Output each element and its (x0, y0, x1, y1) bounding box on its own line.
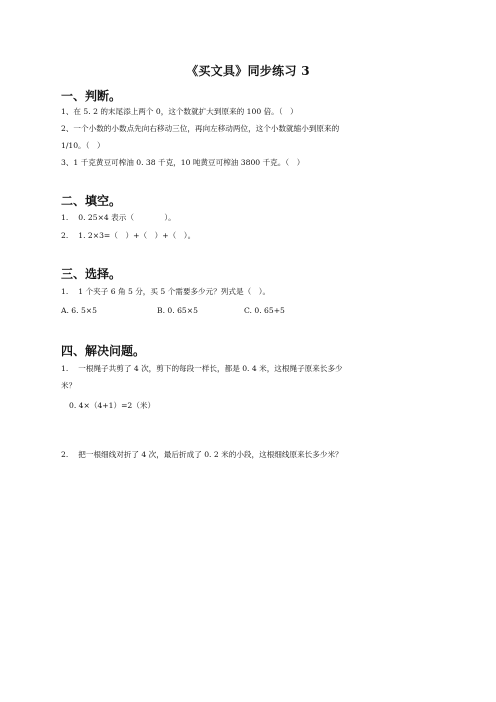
problem-item-1-cont: 米？ (61, 381, 77, 390)
section-heading-fill: 二、填空。 (61, 194, 122, 208)
judge-item-2: 2、一个小数的小数点先向右移动三位，再向左移动两位，这个小数就缩小到原来的 (61, 124, 340, 133)
choice-option-c: C. 0. 65+5 (244, 306, 285, 315)
judge-item-1: 1、在 5. 2 的末尾添上两个 0，这个数就扩大到原来的 100 倍。（ ） (61, 107, 298, 116)
judge-item-3: 3、1 千克黄豆可榨油 0. 38 千克，10 吨黄豆可榨油 3800 千克。（ ） (61, 158, 305, 167)
fill-item-1: 1. 0. 25×4 表示（ ）。 (61, 213, 176, 222)
choice-option-b: B. 0. 65×5 (157, 306, 198, 315)
problem-item-1-answer: 0. 4×（4+1）=2（米） (69, 401, 156, 410)
section-heading-problems: 四、解决问题。 (61, 344, 146, 358)
choice-option-a: A. 6. 5×5 (61, 306, 97, 315)
section-heading-choice: 三、选择。 (61, 267, 122, 281)
fill-item-2: 2. 1. 2×3=（ ）+（ ）+（ ）。 (61, 231, 196, 240)
problem-item-2: 2. 把一根细线对折了 4 次，最后折成了 0. 2 米的小段，这根细线原来长多少米？ (61, 450, 343, 459)
problem-item-1: 1. 一根绳子共剪了 4 次，剪下的每段一样长，都是 0. 4 米，这根绳子原来长多少 (61, 364, 343, 373)
choice-item-1: 1. 1 个夹子 6 角 5 分，买 5 个需要多少元？列式是（ ）。 (61, 287, 271, 296)
page-title: 《买文具》同步练习 3 (186, 64, 310, 78)
section-heading-judge: 一、判断。 (61, 89, 122, 103)
judge-item-2-cont: 1/10。（ ） (61, 141, 105, 150)
